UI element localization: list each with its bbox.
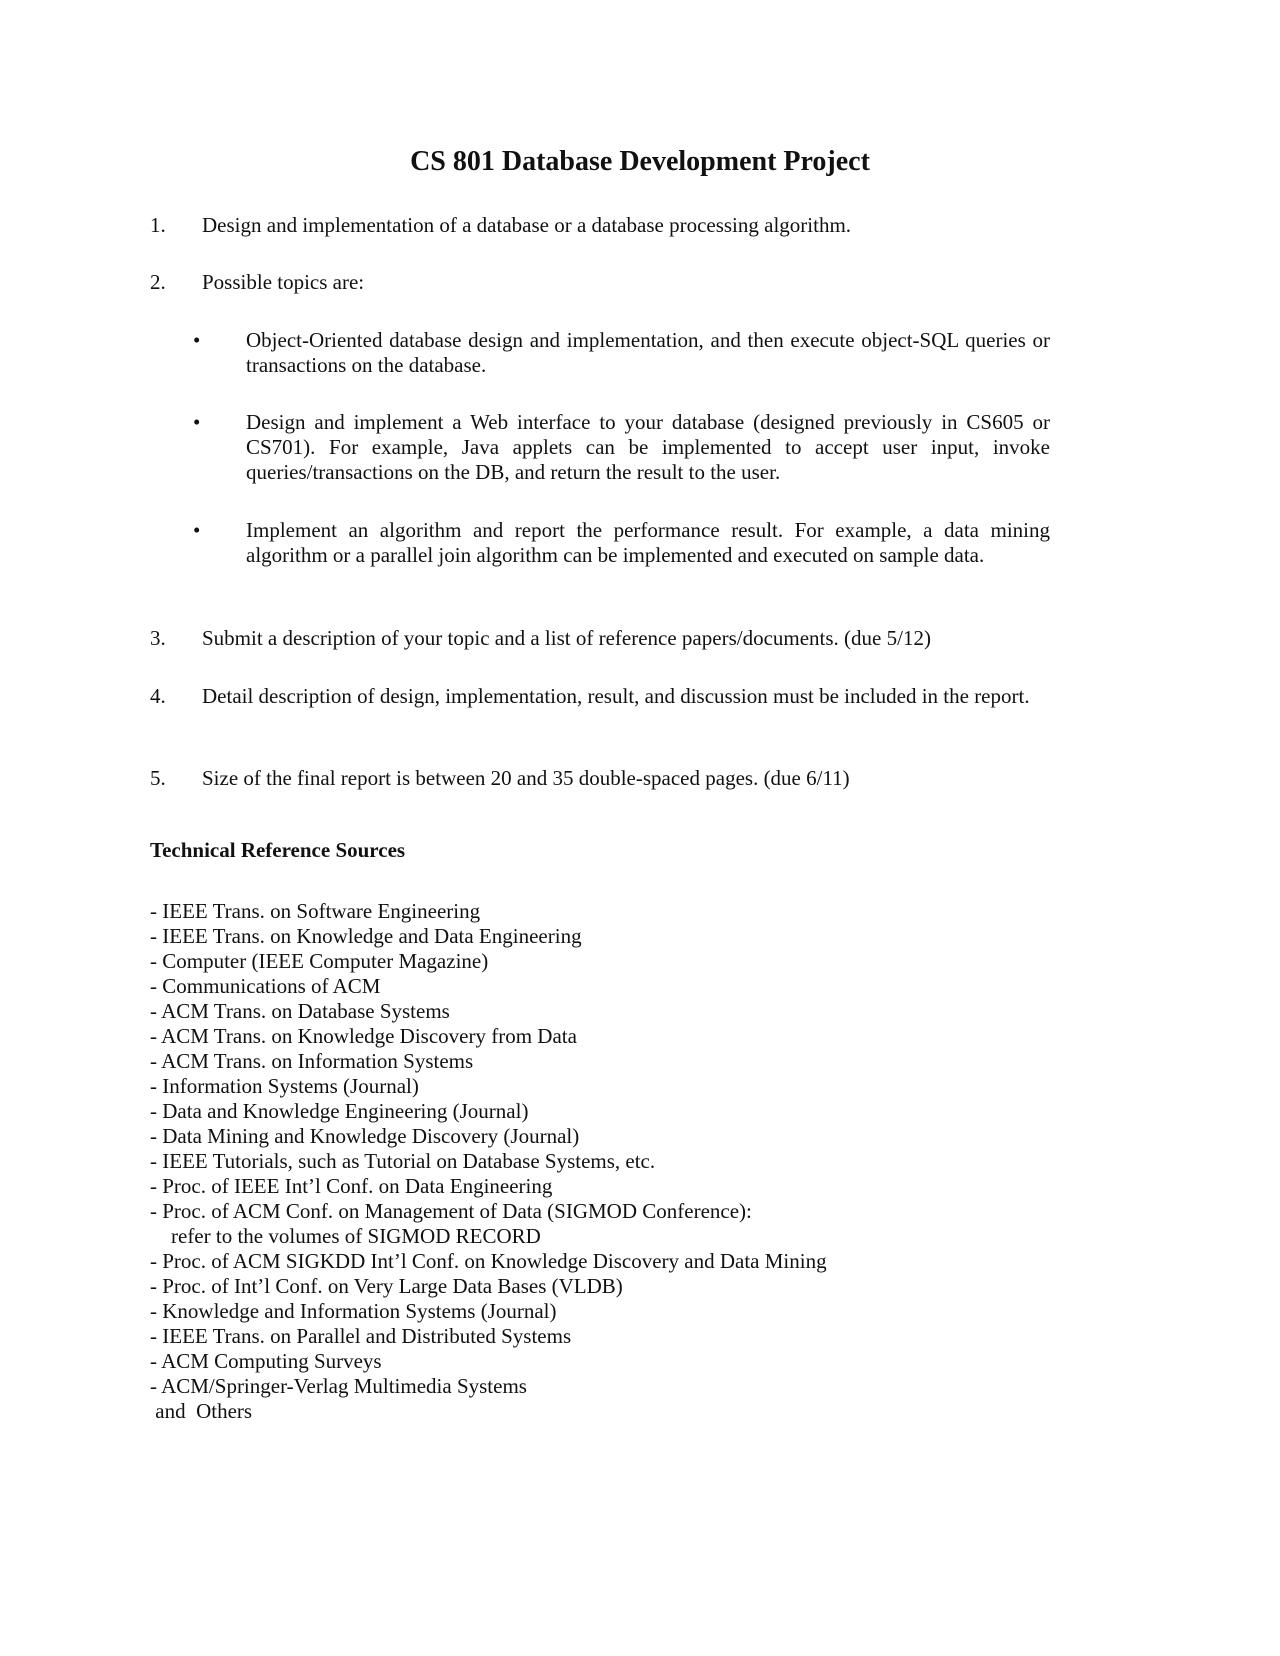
item-text: Size of the final report is between 20 and 35 double-spaced pages. (due 6/11)	[202, 766, 850, 790]
reference-item: and Others	[150, 1399, 253, 1423]
reference-item: - IEEE Trans. on Parallel and Distributed Systems	[150, 1324, 572, 1348]
reference-item: - IEEE Tutorials, such as Tutorial on Database Systems, etc.	[150, 1149, 656, 1173]
reference-item: - ACM Trans. on Information Systems	[150, 1049, 474, 1073]
topic-text: Implement an algorithm and report the performance result. For example, a data mining algorithm or a parallel join algorithm can be implemented and executed on sample data.	[246, 518, 1050, 567]
reference-item: - Computer (IEEE Computer Magazine)	[150, 949, 489, 973]
reference-item: - Communications of ACM	[150, 974, 381, 998]
reference-item: - Data and Knowledge Engineering (Journal)	[150, 1099, 529, 1123]
reference-item: - ACM/Springer-Verlag Multimedia Systems	[150, 1374, 527, 1398]
topic-text: Design and implement a Web interface to your database (designed previously in CS605 or CS701). For example, Java applets can be implemented to accept user input, invoke queries/transactions on the DB, and return the result to the user.	[246, 410, 1050, 484]
reference-item: - Data Mining and Knowledge Discovery (Journal)	[150, 1124, 580, 1148]
bullet-marker: •	[193, 328, 201, 352]
reference-item: - IEEE Trans. on Software Engineering	[150, 899, 481, 923]
topic-bullet-3	[193, 518, 1050, 568]
item-text: Possible topics are:	[202, 270, 365, 294]
bullet-marker: •	[193, 410, 201, 434]
reference-item: refer to the volumes of SIGMOD RECORD	[150, 1224, 541, 1248]
item-number: 2.	[150, 270, 166, 294]
reference-item: - ACM Trans. on Database Systems	[150, 999, 450, 1023]
item-number: 5.	[150, 766, 166, 790]
topic-bullet-2	[193, 410, 1050, 485]
reference-item: - IEEE Trans. on Knowledge and Data Engineering	[150, 924, 582, 948]
page-title: CS 801 Database Development Project	[410, 146, 870, 177]
reference-item: - Proc. of IEEE Int’l Conf. on Data Engineering	[150, 1174, 553, 1198]
reference-item: - Proc. of Int’l Conf. on Very Large Data Bases (VLDB)	[150, 1274, 623, 1298]
topic-bullet-1	[193, 328, 1050, 378]
numbered-item-3	[150, 626, 1050, 651]
topic-text: Object-Oriented database design and implementation, and then execute object-SQL queries or transactions on the database.	[246, 328, 1050, 377]
numbered-item-5	[150, 766, 1050, 791]
references-list	[150, 899, 1050, 1424]
numbered-item-1	[150, 213, 1050, 238]
item-text: Submit a description of your topic and a list of reference papers/documents. (due 5/12)	[202, 626, 931, 650]
reference-item: - Proc. of ACM SIGKDD Int’l Conf. on Knowledge Discovery and Data Mining	[150, 1249, 827, 1273]
reference-item: - Knowledge and Information Systems (Journal)	[150, 1299, 557, 1323]
reference-item: - Proc. of ACM Conf. on Management of Data (SIGMOD Conference):	[150, 1199, 752, 1223]
reference-item: - ACM Computing Surveys	[150, 1349, 382, 1373]
item-text: Detail description of design, implementation, result, and discussion must be included in the report.	[202, 684, 1030, 708]
item-number: 4.	[150, 684, 166, 708]
bullet-marker: •	[193, 518, 201, 542]
item-number: 1.	[150, 213, 166, 237]
reference-item: - Information Systems (Journal)	[150, 1074, 419, 1098]
references-heading: Technical Reference Sources	[150, 838, 406, 862]
item-text: Design and implementation of a database or a database processing algorithm.	[202, 213, 852, 237]
item-number: 3.	[150, 626, 166, 650]
numbered-item-4	[150, 684, 1050, 709]
numbered-item-2	[150, 270, 1050, 295]
reference-item: - ACM Trans. on Knowledge Discovery from Data	[150, 1024, 577, 1048]
